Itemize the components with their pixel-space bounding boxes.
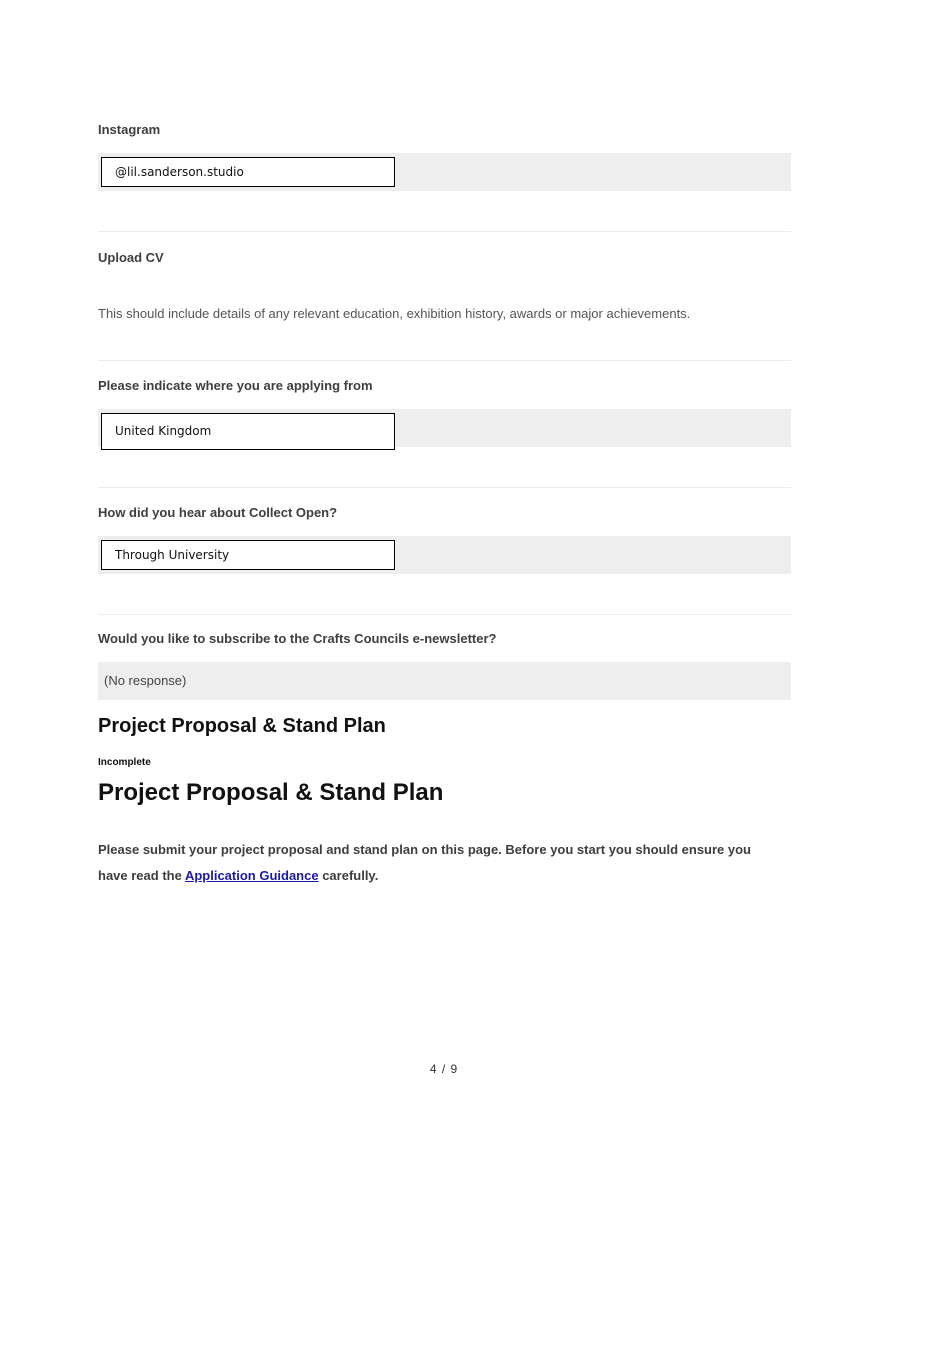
heard-about-label: How did you hear about Collect Open? bbox=[98, 505, 338, 520]
heard-about-value: Through University bbox=[101, 540, 395, 570]
newsletter-value: (No response) bbox=[104, 673, 187, 688]
upload-cv-label: Upload CV bbox=[98, 250, 164, 265]
instagram-label: Instagram bbox=[98, 122, 161, 137]
page-heading: Project Proposal & Stand Plan bbox=[98, 779, 444, 806]
intro-text: Please submit your project proposal and stand plan on this page. Before you start you should ensure you have read the bbox=[98, 842, 752, 883]
instagram-value: @lil.sanderson.studio bbox=[101, 157, 395, 187]
divider bbox=[98, 360, 791, 361]
section-status: Incomplete bbox=[98, 757, 151, 768]
instagram-answer-row bbox=[98, 153, 791, 191]
newsletter-answer-row bbox=[98, 662, 791, 700]
applying-from-value: United Kingdom bbox=[101, 413, 395, 450]
heard-about-answer-row bbox=[98, 536, 791, 574]
newsletter-label: Would you like to subscribe to the Crafts Councils e-newsletter? bbox=[98, 631, 497, 646]
divider bbox=[98, 487, 791, 488]
application-guidance-link[interactable]: Application Guidance bbox=[184, 868, 319, 883]
applying-from-answer-row bbox=[98, 409, 791, 447]
divider bbox=[98, 614, 791, 615]
upload-cv-help-text: This should include details of any relevant education, exhibition history, awards or major achievements. bbox=[98, 306, 691, 321]
divider bbox=[98, 231, 791, 232]
intro-text-end: carefully. bbox=[318, 868, 379, 883]
page-number: 4 / 9 bbox=[429, 1062, 459, 1073]
intro-paragraph bbox=[98, 837, 778, 889]
section-title: Project Proposal & Stand Plan bbox=[98, 715, 386, 737]
applying-from-label: Please indicate where you are applying from bbox=[98, 378, 373, 393]
